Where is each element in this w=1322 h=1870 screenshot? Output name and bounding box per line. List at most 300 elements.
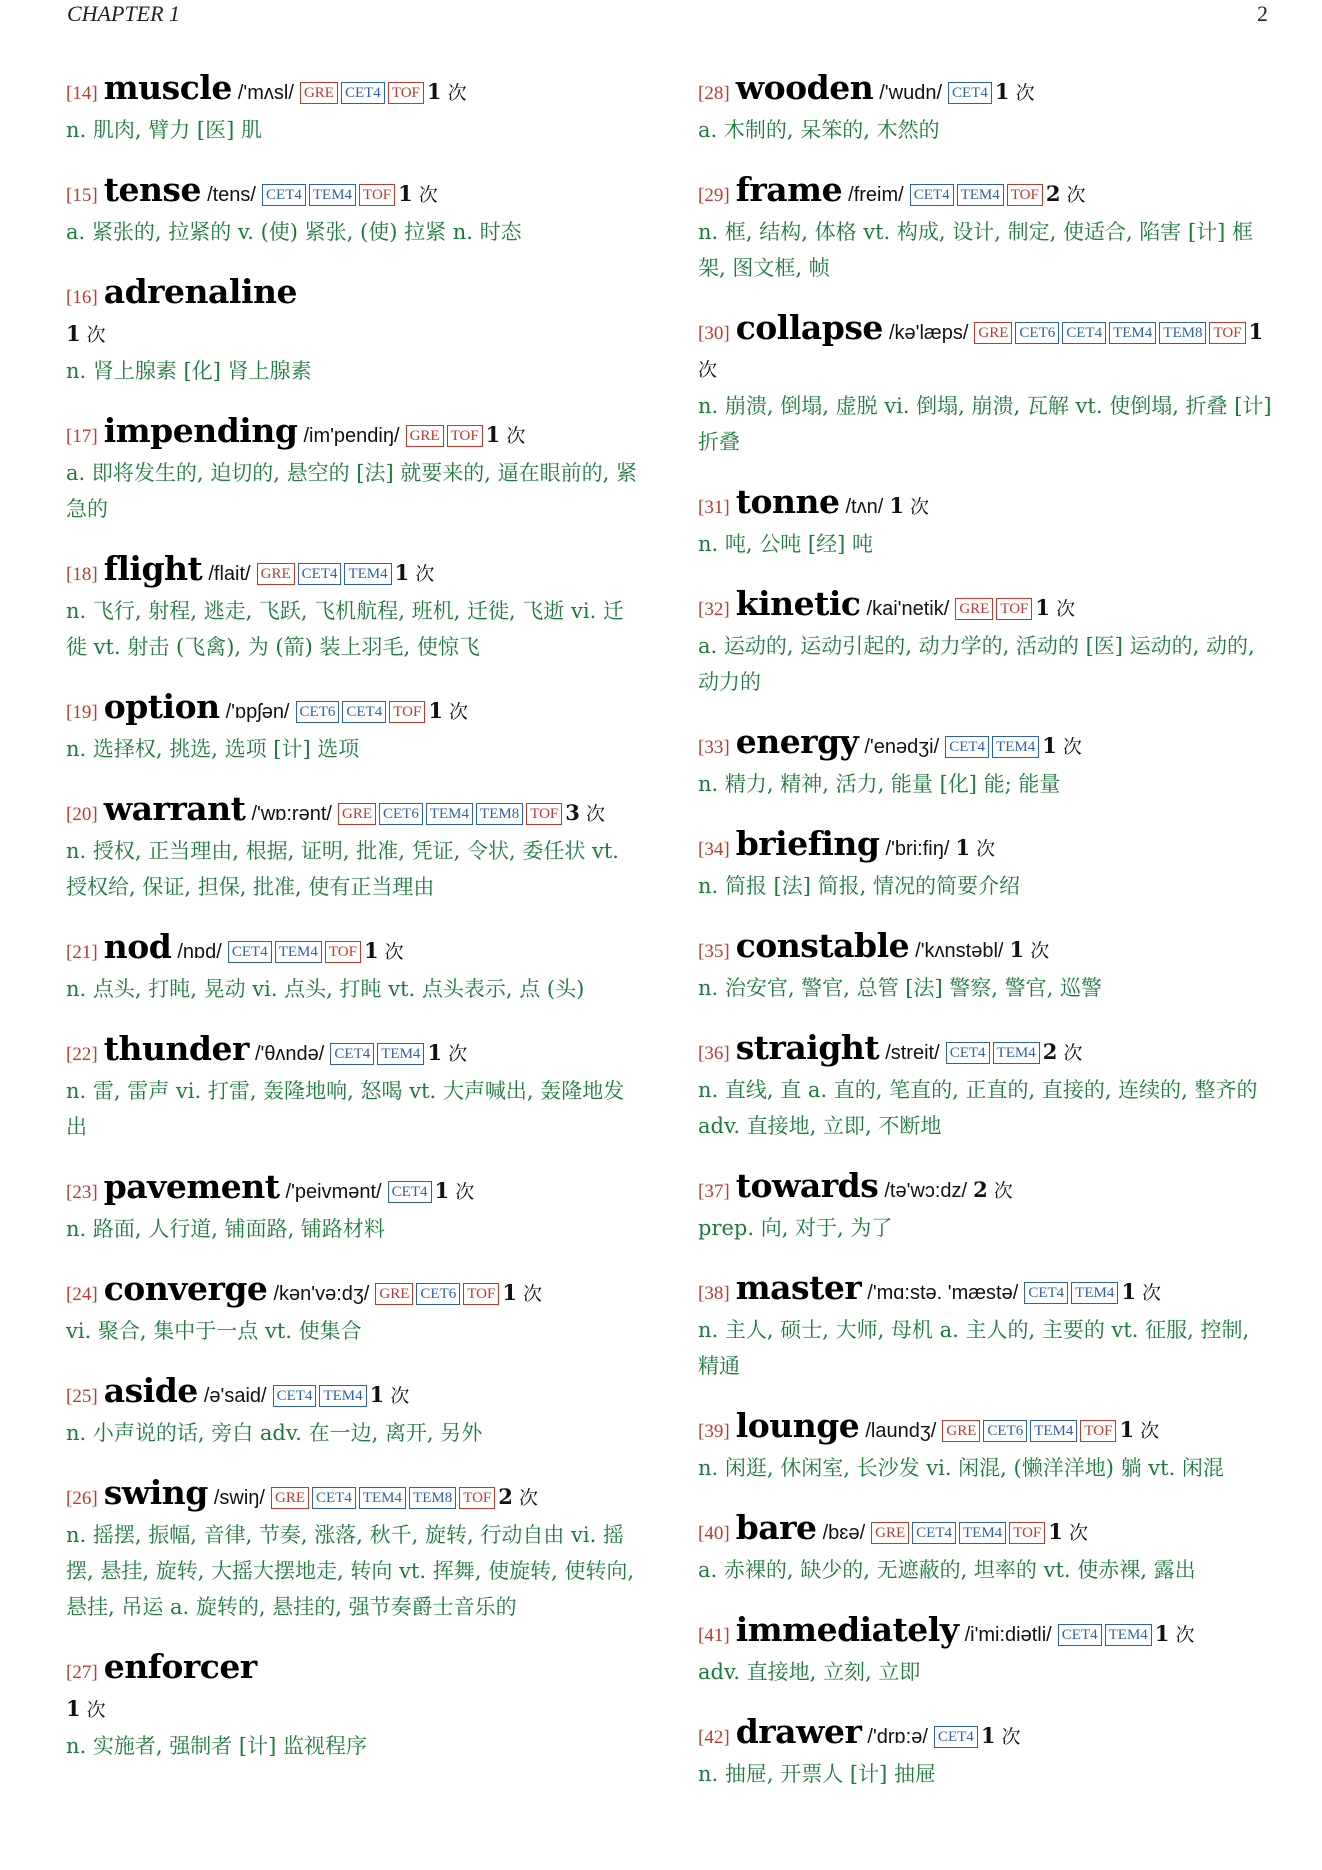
headword: frame [735,170,843,209]
headword-line [66,172,638,214]
exam-tag: TEM4 [992,736,1039,758]
entry-index: [32] [698,599,730,620]
headword-line [66,1649,638,1691]
pronunciation: /i'mi:diətli/ [964,1624,1052,1646]
headword: converge [103,1269,268,1308]
definition: a. 即将发生的, 迫切的, 悬空的 [法] 就要来的, 逼在眼前的, 紧急的 [66,461,638,521]
occurrence-count [1042,733,1082,758]
headword: lounge [735,1406,860,1445]
headword-line [66,929,638,971]
count-number: 1 [1154,1621,1170,1646]
exam-tag: TOF [389,701,425,723]
count-unit: 次 [1056,598,1076,620]
definition: a. 紧张的, 拉紧的 v. (使) 紧张, (使) 拉紧 n. 时态 [66,220,522,244]
count-unit: 次 [1142,1282,1162,1304]
exam-tag: CET4 [298,563,342,585]
count-number: 2 [973,1177,988,1202]
definition: a. 木制的, 呆笨的, 木然的 [698,118,940,142]
vocab-entry [698,928,1272,1006]
occurrence-count [1042,1039,1083,1064]
count-number: 1 [427,1040,443,1065]
pronunciation: /swiŋ/ [213,1487,265,1509]
count-number: 1 [394,560,410,585]
entry-index: [38] [698,1283,730,1304]
headword: collapse [735,308,883,347]
count-number: 1 [398,181,413,206]
exam-tag: TEM4 [309,184,356,206]
headword-line [66,1031,638,1073]
pronunciation: /'kʌnstəbl/ [915,940,1004,962]
entry-index: [41] [698,1625,730,1646]
exam-tag: CET4 [934,1726,978,1748]
headword: adrenaline [103,272,297,311]
occurrence-count [502,1280,543,1305]
pronunciation: /'θʌndə/ [254,1043,325,1065]
exam-tag: GRE [375,1283,413,1305]
definition: n. 肾上腺素 [化] 肾上腺素 [66,359,312,383]
definition: n. 直线, 直 a. 直的, 笔直的, 正直的, 直接的, 连续的, 整齐的 adv. 直接地, 立即, 不断地 [698,1078,1258,1138]
count-unit: 次 [993,1180,1013,1202]
headword: tonne [735,482,840,521]
count-unit: 次 [418,184,438,206]
headword: muscle [103,68,232,107]
headword: briefing [735,824,880,863]
occurrence-count [66,1696,106,1721]
headword-line [698,70,1272,112]
count-unit: 次 [384,941,404,963]
headword-line [698,172,1272,214]
definition: n. 实施者, 强制者 [计] 监视程序 [66,1734,367,1758]
count-number: 3 [565,800,580,825]
definition: n. 框, 结构, 体格 vt. 构成, 设计, 制定, 使适合, 陷害 [计] 框架, 图文框, 帧 [698,220,1254,280]
headword: immediately [735,1610,959,1649]
headword-line [66,413,638,455]
occurrence-count [994,79,1035,104]
exam-tag: TEM4 [1071,1282,1118,1304]
headword-line [66,791,638,833]
headword-line [66,1475,638,1517]
pronunciation: /streit/ [885,1042,940,1064]
pronunciation: /'peivmənt/ [285,1181,382,1203]
vocab-entry [698,1408,1272,1486]
vocab-entry [66,1031,638,1145]
exam-tag: CET4 [1062,322,1106,344]
exam-tag: TEM4 [359,1487,406,1509]
entry-index: [29] [698,185,730,206]
exam-tag: TEM4 [1109,322,1156,344]
exam-tag: CET6 [296,701,340,723]
exam-tag: GRE [271,1487,309,1509]
entry-index: [42] [698,1727,730,1748]
count-number: 1 [502,1280,517,1305]
headword-line [698,724,1272,766]
headword-line [698,310,1272,388]
exam-tag: CET4 [273,1385,317,1407]
definition: n. 小声说的话, 旁白 adv. 在一边, 离开, 另外 [66,1421,483,1445]
definition: prep. 向, 对于, 为了 [698,1216,893,1240]
definition: n. 摇摆, 振幅, 音律, 节奏, 涨落, 秋千, 旋转, 行动自由 vi. 摇摆, 悬挂, 旋转, 大摇大摆地走, 转向 vt. 挥舞, 使旋转, 使转向, 悬挂, 吊运 a. 旋转的, 悬挂的, 强节奏爵士音乐的 [66,1523,635,1619]
exam-tag: GRE [871,1522,909,1544]
definition: a. 运动的, 运动引起的, 动力学的, 活动的 [医] 运动的, 动的, 动力的 [698,634,1255,694]
entry-index: [30] [698,323,730,344]
headword: wooden [735,68,874,107]
occurrence-count [1035,595,1076,620]
headword: enforcer [103,1647,257,1686]
exam-tag: CET4 [946,1042,990,1064]
pronunciation: /ə'said/ [203,1385,267,1407]
exam-tag: CET4 [1058,1624,1102,1646]
pronunciation: /'mɑ:stə. 'mæstə/ [867,1282,1019,1304]
occurrence-count [1045,181,1086,206]
occurrence-count [434,1178,475,1203]
definition: n. 点头, 打盹, 晃动 vi. 点头, 打盹 vt. 点头表示, 点 (头) [66,977,585,1001]
exam-tag: TOF [526,803,562,825]
pronunciation: /tens/ [207,184,256,206]
occurrence-count [398,181,438,206]
exam-tag: GRE [955,598,993,620]
count-unit: 次 [447,82,467,104]
count-number: 1 [955,835,971,860]
vocab-entry [698,1714,1272,1792]
count-number: 1 [1048,1519,1063,1544]
count-unit: 次 [1068,1522,1088,1544]
occurrence-count [394,560,435,585]
vocab-entry [698,826,1272,904]
headword-line [698,1408,1272,1450]
exam-tag: TOF [463,1283,499,1305]
count-unit: 次 [1066,184,1086,206]
entry-index: [34] [698,839,730,860]
exam-tag: TEM4 [426,803,473,825]
count-unit: 次 [585,803,605,825]
exam-tag: TEM8 [476,803,523,825]
entry-index: [16] [66,287,98,308]
exam-tag: GRE [257,563,295,585]
headword: bare [735,1508,817,1547]
headword: option [103,687,220,726]
pronunciation: /kən'və:dʒ/ [273,1283,370,1305]
count-number: 1 [1009,937,1025,962]
definition: a. 赤裸的, 缺少的, 无遮蔽的, 坦率的 vt. 使赤裸, 露出 [698,1558,1196,1582]
count-unit: 次 [86,324,106,346]
headword-line [66,551,638,593]
exam-tag: CET4 [948,82,992,104]
definition: vi. 聚合, 集中于一点 vt. 使集合 [66,1319,362,1343]
headword-line [66,689,638,731]
exam-tag: CET4 [262,184,306,206]
occurrence-count [1048,1519,1088,1544]
count-unit: 次 [1015,82,1035,104]
headword-line [698,586,1272,628]
count-unit: 次 [910,496,930,518]
exam-tag: CET4 [312,1487,356,1509]
occurrence-count [498,1484,538,1509]
vocab-entry [66,689,638,767]
count-unit: 次 [1175,1624,1195,1646]
occurrence-count [889,493,930,518]
occurrence-count [1009,937,1050,962]
headword: impending [103,411,298,450]
headword-line [698,1714,1272,1756]
vocab-entry [66,1271,638,1349]
count-number: 2 [1045,181,1061,206]
pronunciation: /'drɒ:ə/ [867,1726,928,1748]
exam-tag: CET4 [228,941,272,963]
definition: n. 治安官, 警官, 总管 [法] 警察, 警官, 巡警 [698,976,1103,1000]
headword-line [698,1612,1272,1654]
chapter-title: CHAPTER 1 [67,1,181,26]
headword: tense [103,170,202,209]
vocab-entry [698,1510,1272,1588]
vocab-entry [66,1373,638,1451]
pronunciation: /kai'netik/ [866,598,950,620]
entry-index: [25] [66,1386,98,1407]
entry-index: [18] [66,564,98,585]
exam-tag: GRE [338,803,376,825]
exam-tag: CET6 [416,1283,460,1305]
vocab-entry [698,484,1272,562]
occurrence-count [363,938,404,963]
exam-tag: CET4 [945,736,989,758]
count-unit: 次 [86,1699,106,1721]
occurrence-count [1154,1621,1195,1646]
count-number: 2 [498,1484,513,1509]
count-number: 1 [369,1382,385,1407]
count-unit: 次 [455,1181,475,1203]
count-unit: 次 [1030,940,1050,962]
vocab-entry [698,586,1272,700]
exam-tag: CET4 [388,1181,432,1203]
entry-index: [22] [66,1044,98,1065]
count-line [66,316,638,353]
occurrence-count [369,1382,410,1407]
entry-index: [24] [66,1284,98,1305]
exam-tag: CET4 [342,701,386,723]
count-unit: 次 [506,425,526,447]
entry-index: [28] [698,83,730,104]
count-number: 1 [980,1723,996,1748]
pronunciation: /kə'læps/ [888,322,969,344]
exam-tag: CET4 [912,1522,956,1544]
definition: n. 选择权, 挑选, 选项 [计] 选项 [66,737,360,761]
exam-tag: TOF [459,1487,495,1509]
vocab-entry [66,929,638,1007]
vocab-entry [66,551,638,665]
definition: n. 飞行, 射程, 逃走, 飞跃, 飞机航程, 班机, 迁徙, 飞逝 vi. 迁徙 vt. 射击 (飞禽), 为 (箭) 装上羽毛, 使惊飞 [66,599,624,659]
definition: n. 吨, 公吨 [经] 吨 [698,532,873,556]
exam-tag: TOF [1009,1522,1045,1544]
exam-tag: GRE [974,322,1012,344]
headword-line [66,70,638,112]
count-unit: 次 [976,838,996,860]
count-number: 1 [426,79,442,104]
pronunciation: /laundʒ/ [865,1420,937,1442]
exam-tag: TOF [1007,184,1043,206]
exam-tag: TEM4 [275,941,322,963]
headword: straight [735,1028,880,1067]
exam-tag: CET4 [330,1043,374,1065]
exam-tag: TEM8 [1159,322,1206,344]
entry-index: [31] [698,497,730,518]
count-number: 1 [428,698,443,723]
definition: n. 路面, 人行道, 铺面路, 铺路材料 [66,1217,385,1241]
occurrence-count [973,1177,1013,1202]
headword-line [66,1271,638,1313]
vocab-entry [66,172,638,250]
pronunciation: /im'pendiŋ/ [303,425,400,447]
definition: n. 抽屉, 开票人 [计] 抽屉 [698,1762,936,1786]
definition: n. 精力, 精神, 活力, 能量 [化] 能; 能量 [698,772,1061,796]
headword: warrant [103,789,246,828]
count-number: 1 [1042,733,1057,758]
definition: n. 雷, 雷声 vi. 打雷, 轰隆地响, 怒喝 vt. 大声喊出, 轰隆地发出 [66,1079,625,1139]
exam-tag: CET6 [983,1420,1027,1442]
count-number: 1 [889,493,904,518]
count-number: 1 [994,79,1010,104]
entry-index: [19] [66,702,98,723]
vocab-entry [698,172,1272,286]
occurrence-count [427,1040,468,1065]
count-unit: 次 [523,1283,543,1305]
right-column [698,70,1272,1792]
entry-index: [20] [66,804,98,825]
entry-index: [15] [66,185,98,206]
headword-line [698,484,1272,526]
entry-index: [39] [698,1421,730,1442]
pronunciation: /'mʌsl/ [237,82,294,104]
count-number: 1 [1035,595,1051,620]
headword: nod [103,927,172,966]
page-header [67,0,1268,28]
exam-tag: TOF [359,184,395,206]
headword-line [698,826,1272,868]
vocab-entry [66,791,638,905]
headword-line [698,1510,1272,1552]
pronunciation: /bɛə/ [822,1522,866,1544]
count-unit: 次 [1062,736,1082,758]
entry-index: [35] [698,941,730,962]
occurrence-count [1119,1417,1160,1442]
exam-tag: TEM8 [409,1487,456,1509]
exam-tag: TOF [1080,1420,1116,1442]
entry-index: [27] [66,1662,98,1683]
exam-tag: TEM4 [957,184,1004,206]
headword: kinetic [735,584,861,623]
count-unit: 次 [698,359,718,381]
entry-index: [17] [66,426,98,447]
definition: n. 简报 [法] 简报, 情况的简要介绍 [698,874,1020,898]
exam-tag: TOF [325,941,361,963]
count-unit: 次 [1001,1726,1021,1748]
headword: drawer [735,1712,862,1751]
entry-index: [33] [698,737,730,758]
exam-tag: CET4 [910,184,954,206]
vocab-entry [698,1612,1272,1690]
count-number: 2 [1042,1039,1058,1064]
headword: aside [103,1371,198,1410]
vocab-entry [66,1649,638,1764]
count-number: 1 [1121,1279,1136,1304]
vocab-entry [66,413,638,527]
headword-line [66,1373,638,1415]
count-unit: 次 [415,563,435,585]
vocab-entry [698,310,1272,460]
definition: n. 主人, 硕士, 大师, 母机 a. 主人的, 主要的 vt. 征服, 控制, 精通 [698,1318,1250,1378]
count-unit: 次 [518,1487,538,1509]
headword: constable [735,926,910,965]
definition: n. 肌肉, 臂力 [医] 肌 [66,118,262,142]
occurrence-count [955,835,996,860]
entry-index: [23] [66,1182,98,1203]
count-number: 1 [363,938,379,963]
headword: flight [103,549,203,588]
exam-tag: TEM4 [1105,1624,1152,1646]
occurrence-count [980,1723,1021,1748]
pronunciation: /nɒd/ [177,941,222,963]
headword: master [735,1268,862,1307]
vocab-entry [698,724,1272,802]
exam-tag: GRE [942,1420,980,1442]
exam-tag: TOF [996,598,1032,620]
pronunciation: /flait/ [208,563,251,585]
exam-tag: TEM4 [377,1043,424,1065]
definition: n. 授权, 正当理由, 根据, 证明, 批准, 凭证, 令状, 委任状 vt. 授权给, 保证, 担保, 批准, 使有正当理由 [66,839,619,899]
vocab-entry [698,1270,1272,1384]
occurrence-count [66,321,106,346]
definition: n. 闲逛, 休闲室, 长沙发 vi. 闲混, (懒洋洋地) 躺 vt. 闲混 [698,1456,1224,1480]
headword-line [698,928,1272,970]
count-number: 1 [1248,319,1264,344]
exam-tag: TOF [447,425,483,447]
pronunciation: /'wudn/ [879,82,942,104]
count-line [66,1691,638,1728]
exam-tag: GRE [300,82,338,104]
entry-index: [36] [698,1043,730,1064]
exam-tag: TEM4 [319,1385,366,1407]
entry-index: [26] [66,1488,98,1509]
pronunciation: /tə'wɔ:dz/ [884,1180,968,1202]
count-unit: 次 [1063,1042,1083,1064]
count-unit: 次 [448,701,468,723]
page-number: 2 [1257,1,1268,26]
vocab-entry [66,70,638,148]
exam-tag: TOF [388,82,424,104]
entry-index: [37] [698,1181,730,1202]
exam-tag: TEM4 [1030,1420,1077,1442]
exam-tag: CET4 [341,82,385,104]
headword: energy [735,722,859,761]
headword: pavement [103,1167,280,1206]
left-column [66,70,638,1764]
vocab-entry [66,274,638,389]
exam-tag: TEM4 [959,1522,1006,1544]
exam-tag: CET4 [1024,1282,1068,1304]
occurrence-count [1121,1279,1162,1304]
headword: thunder [103,1029,249,1068]
count-number: 1 [66,1696,81,1721]
vocab-entry [698,1168,1272,1246]
definition: adv. 直接地, 立刻, 立即 [698,1660,921,1684]
occurrence-count [426,79,467,104]
exam-tag: TOF [1209,322,1245,344]
definition: n. 崩溃, 倒塌, 虚脱 vi. 倒塌, 崩溃, 瓦解 vt. 使倒塌, 折叠 [计] 折叠 [698,394,1272,454]
headword-line [66,1169,638,1211]
pronunciation: /'ɒpʃən/ [225,701,290,723]
entry-index: [40] [698,1523,730,1544]
headword-line [66,274,638,316]
count-number: 1 [434,1178,450,1203]
pronunciation: /freim/ [848,184,904,206]
